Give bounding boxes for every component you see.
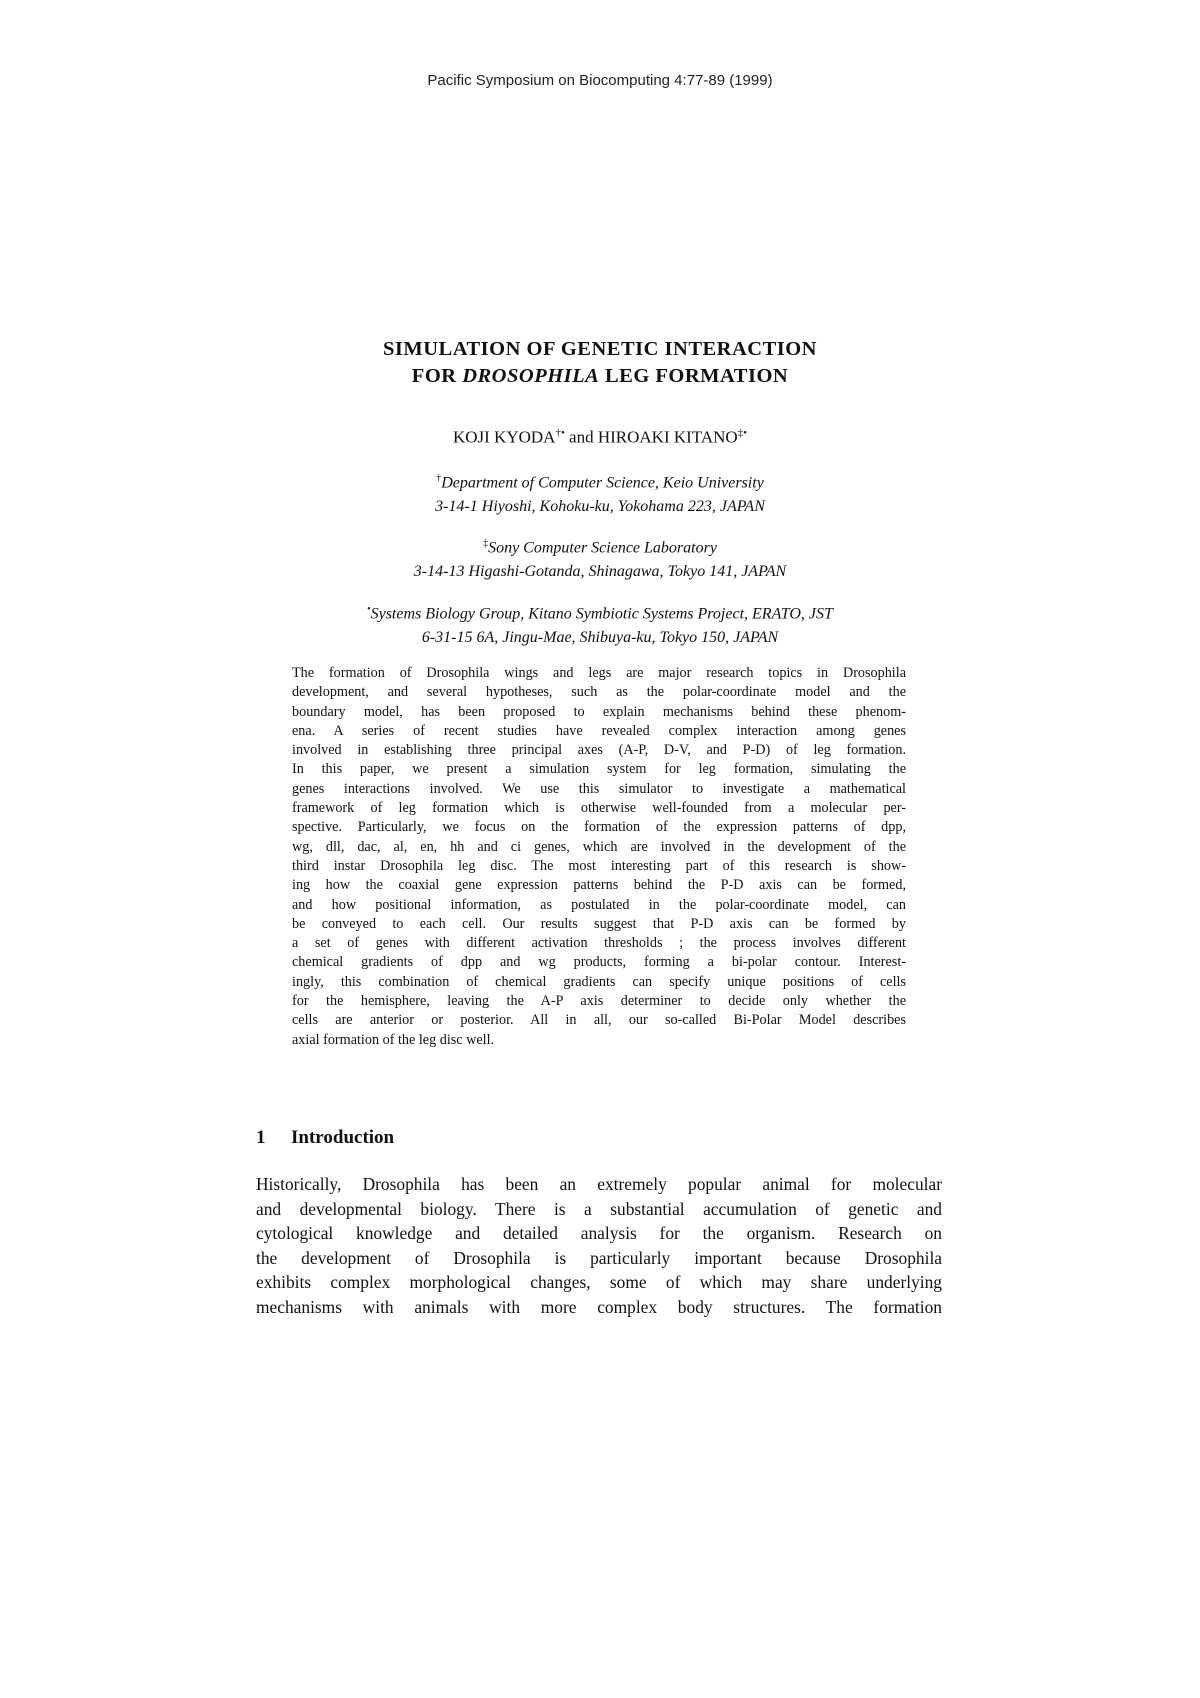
affiliation-3-mark: • [367, 604, 371, 615]
abstract-line: for the hemisphere, leaving the A-P axis determiner to decide only whether the [292, 993, 906, 1010]
abstract [292, 664, 906, 1050]
title-line-2-suffix: LEG FORMATION [599, 365, 789, 387]
affiliation-1-mark: † [436, 473, 442, 484]
affiliation-1-address: 3-14-1 Hiyoshi, Kohoku-ku, Yokohama 223, JAPAN [435, 498, 765, 516]
affiliation-2 [0, 532, 1200, 584]
body-line: mechanisms with animals with more complex body structures. The formation [256, 1296, 942, 1317]
running-head: Pacific Symposium on Biocomputing 4:77-89 (1999) [427, 72, 773, 89]
affiliation-3-name: Systems Biology Group, Kitano Symbiotic Systems Project, ERATO, JST [370, 605, 833, 623]
abstract-line: chemical gradients of dpp and wg products, forming a bi-polar contour. Interest- [292, 954, 906, 971]
abstract-line: involved in establishing three principal axes (A-P, D-V, and P-D) of leg formation. [292, 742, 906, 759]
abstract-line: framework of leg formation which is otherwise well-founded from a molecular per- [292, 800, 906, 817]
section-number: 1 [256, 1127, 266, 1148]
affiliation-2-name: Sony Computer Science Laboratory [488, 539, 717, 557]
abstract-line: axial formation of the leg disc well. [292, 1031, 495, 1048]
author-2-name: HIROAKI KITANO [597, 427, 738, 447]
abstract-line: third instar Drosophila leg disc. The most interesting part of this research is show- [292, 857, 906, 874]
body-line: the development of Drosophila is particularly important because Drosophila [256, 1247, 942, 1268]
abstract-line: The formation of Drosophila wings and legs are major research topics in Drosophila [292, 665, 906, 681]
abstract-line: genes interactions involved. We use this simulator to investigate a mathematical [292, 780, 906, 797]
body-line: cytological knowledge and detailed analysis for the organism. Research on [256, 1223, 942, 1244]
abstract-line: spective. Particularly, we focus on the formation of the expression patterns of dpp, [292, 819, 906, 836]
abstract-line: be conveyed to each cell. Our results suggest that P-D axis can be formed by [292, 915, 906, 932]
abstract-line: In this paper, we present a simulation system for leg formation, simulating the [292, 761, 906, 778]
body-line: Historically, Drosophila has been an extremely popular animal for molecular [256, 1174, 942, 1194]
affiliation-3 [0, 598, 1200, 650]
affiliation-2-address: 3-14-13 Higashi-Gotanda, Shinagawa, Tokyo 141, JAPAN [413, 563, 787, 581]
abstract-line: a set of genes with different activation thresholds ; the process involves different [292, 935, 906, 952]
title-line-1: SIMULATION OF GENETIC INTERACTION [383, 338, 817, 360]
abstract-line: development, and several hypotheses, such as the polar-coordinate model and the [292, 684, 906, 701]
affiliation-1 [0, 467, 1200, 519]
author-list [0, 427, 1200, 448]
abstract-line: cells are anterior or posterior. All in all, our so-called Bi-Polar Model describes [292, 1012, 906, 1029]
title-line-2 [0, 363, 1200, 390]
affiliation-3-address: 6-31-15 6A, Jingu-Mae, Shibuya-ku, Tokyo 150, JAPAN [421, 629, 779, 647]
paper-title [0, 336, 1200, 390]
affiliation-1-name: Department of Computer Science, Keio University [441, 474, 764, 492]
section-title: Introduction [291, 1127, 395, 1148]
author-2-affiliation-marks: ‡• [737, 427, 748, 439]
body-line: exhibits complex morphological changes, some of which may share underlying [256, 1272, 942, 1293]
affiliation-2-mark: ‡ [483, 538, 489, 549]
abstract-line: ena. A series of recent studies have revealed complex interaction among genes [292, 722, 906, 739]
author-1-name: KOJI KYODA [452, 427, 556, 447]
abstract-line: boundary model, has been proposed to explain mechanisms behind these phenom- [292, 703, 906, 720]
abstract-line: ingly, this combination of chemical gradients can specify unique positions of cells [292, 973, 906, 990]
abstract-line: and how positional information, as postulated in the polar-coordinate model, can [292, 896, 906, 913]
body-line: and developmental biology. There is a substantial accumulation of genetic and [256, 1198, 942, 1219]
abstract-line: wg, dll, dac, al, en, hh and ci genes, which are involved in the development of the [292, 838, 906, 855]
section-heading [256, 1127, 394, 1149]
author-conjunction: and [564, 427, 598, 447]
title-line-2-prefix: FOR [411, 365, 463, 387]
introduction-body [256, 1172, 942, 1320]
title-italic-species: DROSOPHILA [462, 365, 600, 387]
author-1-affiliation-marks: †• [555, 427, 565, 439]
abstract-line: ing how the coaxial gene expression patterns behind the P-D axis can be formed, [292, 877, 906, 894]
